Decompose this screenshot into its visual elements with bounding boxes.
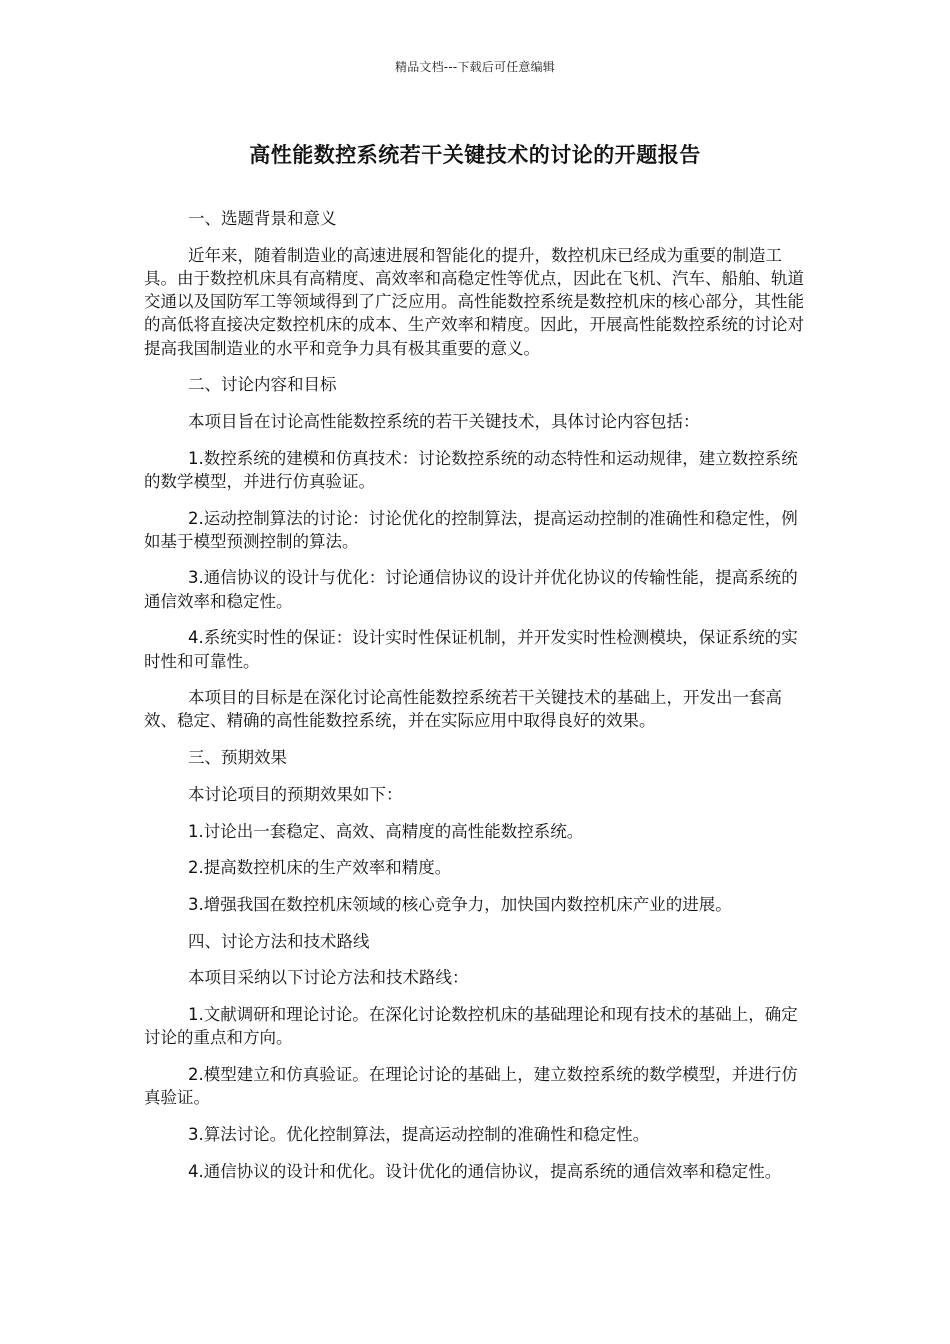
paragraph-goal: 本项目的目标是在深化讨论高性能数控系统若干关键技术的基础上，开发出一套高效、稳定、精确的高性能数控系统，并在实际应用中取得良好的效果。 [144,688,782,731]
paragraph-expected-intro: 本讨论项目的预期效果如下： [188,784,403,804]
list-item-expected-2: 2.提高数控机床的生产效率和精度。 [188,858,452,878]
section-heading-content-goals: 二、讨论内容和目标 [188,375,337,395]
list-item-method-4: 4.通信协议的设计和优化。设计优化的通信协议，提高系统的通信效率和稳定性。 [188,1161,782,1181]
list-item-method-1: 1.文献调研和理论讨论。在深化讨论数控机床的基础理论和现有技术的基础上，确定讨论的重点和方向。 [144,1005,798,1048]
section-heading-background: 一、选题背景和意义 [188,209,337,228]
paragraph-background: 近年来，随着制造业的高速进展和智能化的提升，数控机床已经成为重要的制造工具。由于数控机床具有高精度、高效率和高稳定性等优点，因此在飞机、汽车、船舶、轨道交通以及国防军工等领域得到了广泛应用。高性能数控系统是数控机床的核心部分，其性能的高低将直接决定数控机床的成本、生产效率和精度。因此，开展高性能数控系统的讨论对提高我国制造业的水平和竞争力具有极其重要的意义。 [144,245,804,358]
list-item-method-3: 3.算法讨论。优化控制算法，提高运动控制的准确性和稳定性。 [188,1124,650,1144]
list-item-expected-1: 1.讨论出一套稳定、高效、高精度的高性能数控系统。 [188,821,584,841]
list-item-expected-3: 3.增强我国在数控机床领域的核心竞争力，加快国内数控机床产业的进展。 [188,894,732,914]
document-body [144,207,810,1196]
section-heading-methods: 四、讨论方法和技术路线 [188,931,370,951]
list-item-content-3: 3.通信协议的设计与优化：讨论通信协议的设计并优化协议的传输性能，提高系统的通信效率和稳定性。 [144,568,798,611]
header-note: 精品文档---下载后可任意编辑 [395,60,555,74]
paragraph-content-intro: 本项目旨在讨论高性能数控系统的若干关键技术，具体讨论内容包括： [188,411,700,431]
paragraph-methods-intro: 本项目采纳以下讨论方法和技术路线： [188,968,469,988]
list-item-content-4: 4.系统实时性的保证：设计实时性保证机制，并开发实时性检测模块，保证系统的实时性和可靠性。 [144,628,798,671]
list-item-content-2: 2.运动控制算法的讨论：讨论优化的控制算法，提高运动控制的准确性和稳定性，例如基于模型预测控制的算法。 [144,508,798,551]
list-item-content-1: 1.数控系统的建模和仿真技术：讨论数控系统的动态特性和运动规律，建立数控系统的数学模型，并进行仿真验证。 [144,448,798,491]
list-item-method-2: 2.模型建立和仿真验证。在理论讨论的基础上，建立数控系统的数学模型，并进行仿真验证。 [144,1064,798,1108]
section-heading-expected-results: 三、预期效果 [188,748,287,768]
document-title: 高性能数控系统若干关键技术的讨论的开题报告 [249,143,701,167]
